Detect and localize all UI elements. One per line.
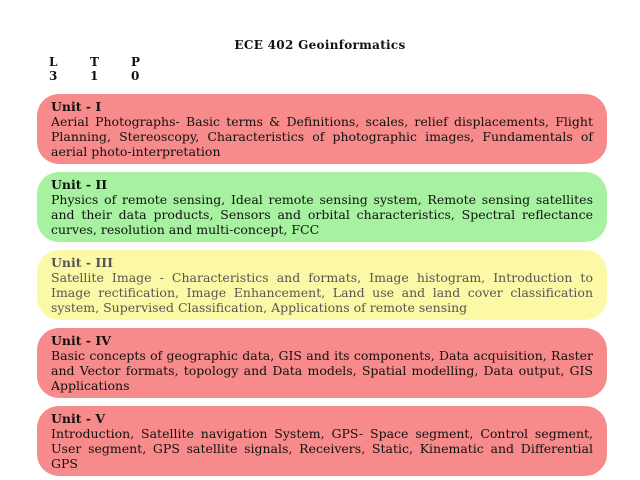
ltp-label-t: T	[90, 55, 99, 69]
unit-2-box	[37, 172, 607, 242]
unit-1-body: Aerial Photographs- Basic terms & Definitions, scales, relief displacements, Flight Planning, Stereoscopy, Characteristics of photographic images, Fundamentals of aerial photo-interpretation	[51, 114, 593, 159]
ltp-label-p: P	[131, 55, 141, 69]
unit-2-body: Physics of remote sensing, Ideal remote sensing system, Remote sensing satellites and their data products, Sensors and orbital characteristics, Spectral reflectance curves, resolution and multi-concept, FCC	[51, 192, 593, 237]
unit-3-body: Satellite Image - Characteristics and formats, Image histogram, Introduction to Image rectification, Image Enhancement, Land use and land cover classification system, Supervised Classification, Applications of remote sensing	[51, 270, 593, 315]
ltp-value-l: 3	[49, 69, 58, 83]
unit-4-body: Basic concepts of geographic data, GIS and its components, Data acquisition, Raster and Vector formats, topology and Data models, Spatial modelling, Data output, GIS Applications	[51, 348, 593, 393]
unit-5-heading: Unit - V	[51, 411, 106, 426]
unit-5-body: Introduction, Satellite navigation System, GPS- Space segment, Control segment, User segment, GPS satellite signals, Receivers, Static, Kinematic and Differential GPS	[51, 426, 593, 471]
ltp-values-row	[49, 69, 172, 83]
unit-4-heading: Unit - IV	[51, 333, 111, 348]
page-title: ECE 402 Geoinformatics	[234, 38, 406, 52]
unit-4-box	[37, 328, 607, 398]
ltp-label-l: L	[49, 55, 58, 69]
unit-3-box	[37, 250, 607, 320]
unit-2-heading: Unit - II	[51, 177, 108, 192]
ltp-table	[49, 55, 172, 83]
ltp-value-p: 0	[131, 69, 140, 83]
ltp-value-t: 1	[90, 69, 99, 83]
unit-3-heading: Unit - III	[51, 255, 113, 270]
unit-1-heading: Unit - I	[51, 99, 102, 114]
units-list	[37, 94, 607, 480]
ltp-labels-row	[49, 55, 172, 69]
unit-5-box	[37, 406, 607, 476]
unit-1-box	[37, 94, 607, 164]
